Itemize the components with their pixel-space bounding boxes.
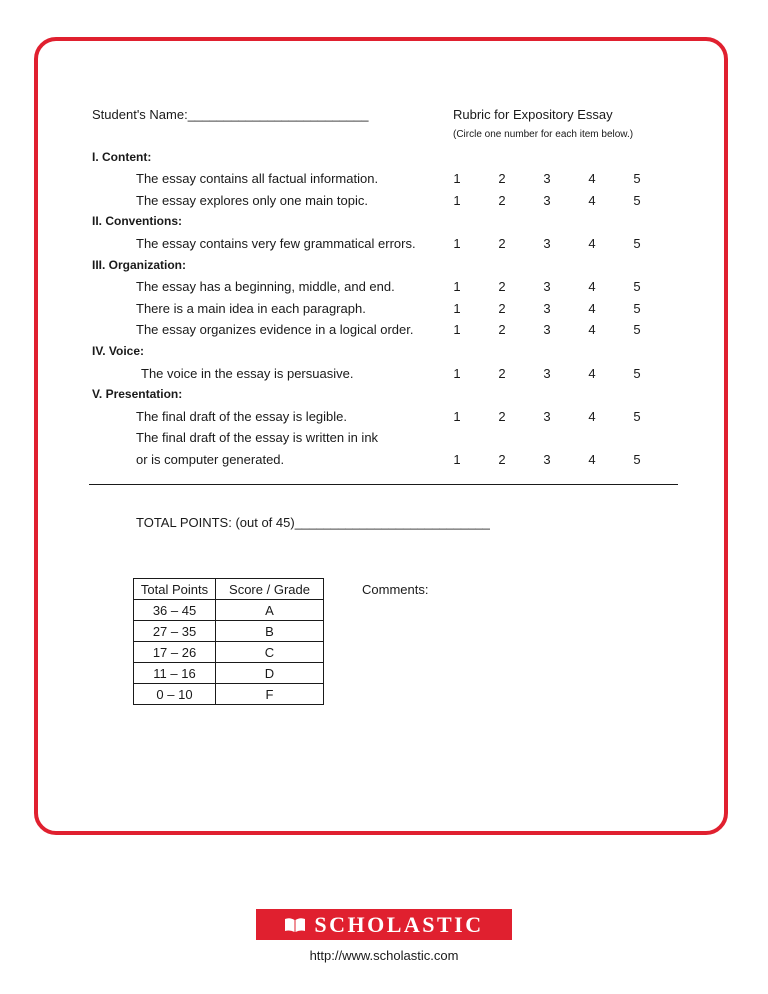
score-option[interactable]: 3 <box>543 322 551 337</box>
section-heading-voice: IV. Voice: <box>92 344 145 358</box>
total-points-field[interactable]: TOTAL POINTS: (out of 45)___________________________ <box>136 515 490 530</box>
score-option[interactable]: 3 <box>543 171 551 186</box>
score-option[interactable]: 2 <box>498 452 506 467</box>
table-header: Score / Grade <box>216 579 324 600</box>
score-option[interactable]: 3 <box>543 279 551 294</box>
score-option[interactable]: 1 <box>453 409 461 424</box>
table-cell-grade: D <box>216 663 324 684</box>
score-option[interactable]: 1 <box>453 366 461 381</box>
score-option[interactable]: 4 <box>588 236 596 251</box>
table-cell-points: 36 – 45 <box>134 600 216 621</box>
table-cell-points: 27 – 35 <box>134 621 216 642</box>
table-cell-points: 11 – 16 <box>134 663 216 684</box>
score-option[interactable]: 5 <box>633 322 641 337</box>
rubric-instruction: (Circle one number for each item below.) <box>453 129 634 140</box>
score-option[interactable]: 5 <box>633 236 641 251</box>
score-option[interactable]: 3 <box>543 193 551 208</box>
score-option[interactable]: 2 <box>498 409 506 424</box>
score-option[interactable]: 5 <box>633 279 641 294</box>
score-option[interactable]: 4 <box>588 171 596 186</box>
score-option[interactable]: 5 <box>633 171 641 186</box>
score-option[interactable]: 2 <box>498 171 506 186</box>
score-option[interactable]: 2 <box>498 279 506 294</box>
score-option[interactable]: 2 <box>498 366 506 381</box>
table-row <box>134 621 324 642</box>
score-option[interactable]: 4 <box>588 366 596 381</box>
score-option[interactable]: 4 <box>588 322 596 337</box>
table-header: Total Points <box>134 579 216 600</box>
score-option[interactable]: 4 <box>588 193 596 208</box>
rubric-item-text: The essay contains all factual information. <box>136 171 379 186</box>
table-cell-grade: C <box>216 642 324 663</box>
logo-wordmark: SCHOLASTIC <box>314 911 484 937</box>
score-option[interactable]: 3 <box>543 236 551 251</box>
rubric-item-text: The essay has a beginning, middle, and end. <box>136 279 395 294</box>
score-option[interactable]: 5 <box>633 452 641 467</box>
rubric-title: Rubric for Expository Essay <box>453 107 613 122</box>
table-cell-grade: F <box>216 684 324 705</box>
rubric-item-text: The essay organizes evidence in a logical order. <box>136 322 414 337</box>
section-heading-conventions: II. Conventions: <box>92 214 182 228</box>
divider-line <box>89 484 678 485</box>
grade-scale-table <box>133 578 324 705</box>
table-row <box>134 600 324 621</box>
score-option[interactable]: 4 <box>588 409 596 424</box>
rubric-item-text: The final draft of the essay is written in ink <box>136 430 379 445</box>
table-cell-points: 0 – 10 <box>134 684 216 705</box>
rubric-item-text: The voice in the essay is persuasive. <box>141 366 354 381</box>
score-option[interactable]: 1 <box>453 301 461 316</box>
rubric-item-text: There is a main idea in each paragraph. <box>136 301 366 316</box>
table-cell-points: 17 – 26 <box>134 642 216 663</box>
score-option[interactable]: 5 <box>633 366 641 381</box>
score-option[interactable]: 2 <box>498 193 506 208</box>
rubric-item-text-continued: or is computer generated. <box>136 452 285 467</box>
section-heading-presentation: V. Presentation: <box>92 387 183 401</box>
score-option[interactable]: 2 <box>498 236 506 251</box>
student-name-label: Student's Name:_________________________ <box>92 107 369 122</box>
table-header-row <box>134 579 324 600</box>
table-row <box>134 663 324 684</box>
table-row <box>134 642 324 663</box>
score-option[interactable]: 2 <box>498 301 506 316</box>
score-option[interactable]: 5 <box>633 409 641 424</box>
score-option[interactable]: 4 <box>588 279 596 294</box>
score-option[interactable]: 3 <box>543 366 551 381</box>
score-option[interactable]: 1 <box>453 236 461 251</box>
score-option[interactable]: 5 <box>633 301 641 316</box>
footer-url-link[interactable]: http://www.scholastic.com <box>309 948 459 963</box>
comments-label: Comments: <box>362 582 429 597</box>
score-option[interactable]: 3 <box>543 409 551 424</box>
section-heading-content: I. Content: <box>92 150 152 164</box>
section-heading-organization: III. Organization: <box>92 258 187 272</box>
open-book-icon <box>284 917 306 933</box>
table-cell-grade: A <box>216 600 324 621</box>
table-cell-grade: B <box>216 621 324 642</box>
table-row <box>134 684 324 705</box>
score-option[interactable]: 1 <box>453 193 461 208</box>
score-option[interactable]: 1 <box>453 279 461 294</box>
score-option[interactable]: 2 <box>498 322 506 337</box>
rubric-item-text: The essay explores only one main topic. <box>136 193 368 208</box>
score-option[interactable]: 4 <box>588 452 596 467</box>
score-option[interactable]: 1 <box>453 322 461 337</box>
scholastic-logo[interactable] <box>256 909 512 940</box>
score-option[interactable]: 3 <box>543 452 551 467</box>
score-option[interactable]: 1 <box>453 452 461 467</box>
rubric-item-text: The final draft of the essay is legible. <box>136 409 348 424</box>
rubric-item-text: The essay contains very few grammatical errors. <box>136 236 416 251</box>
score-option[interactable]: 4 <box>588 301 596 316</box>
score-option[interactable]: 5 <box>633 193 641 208</box>
score-option[interactable]: 3 <box>543 301 551 316</box>
score-option[interactable]: 1 <box>453 171 461 186</box>
